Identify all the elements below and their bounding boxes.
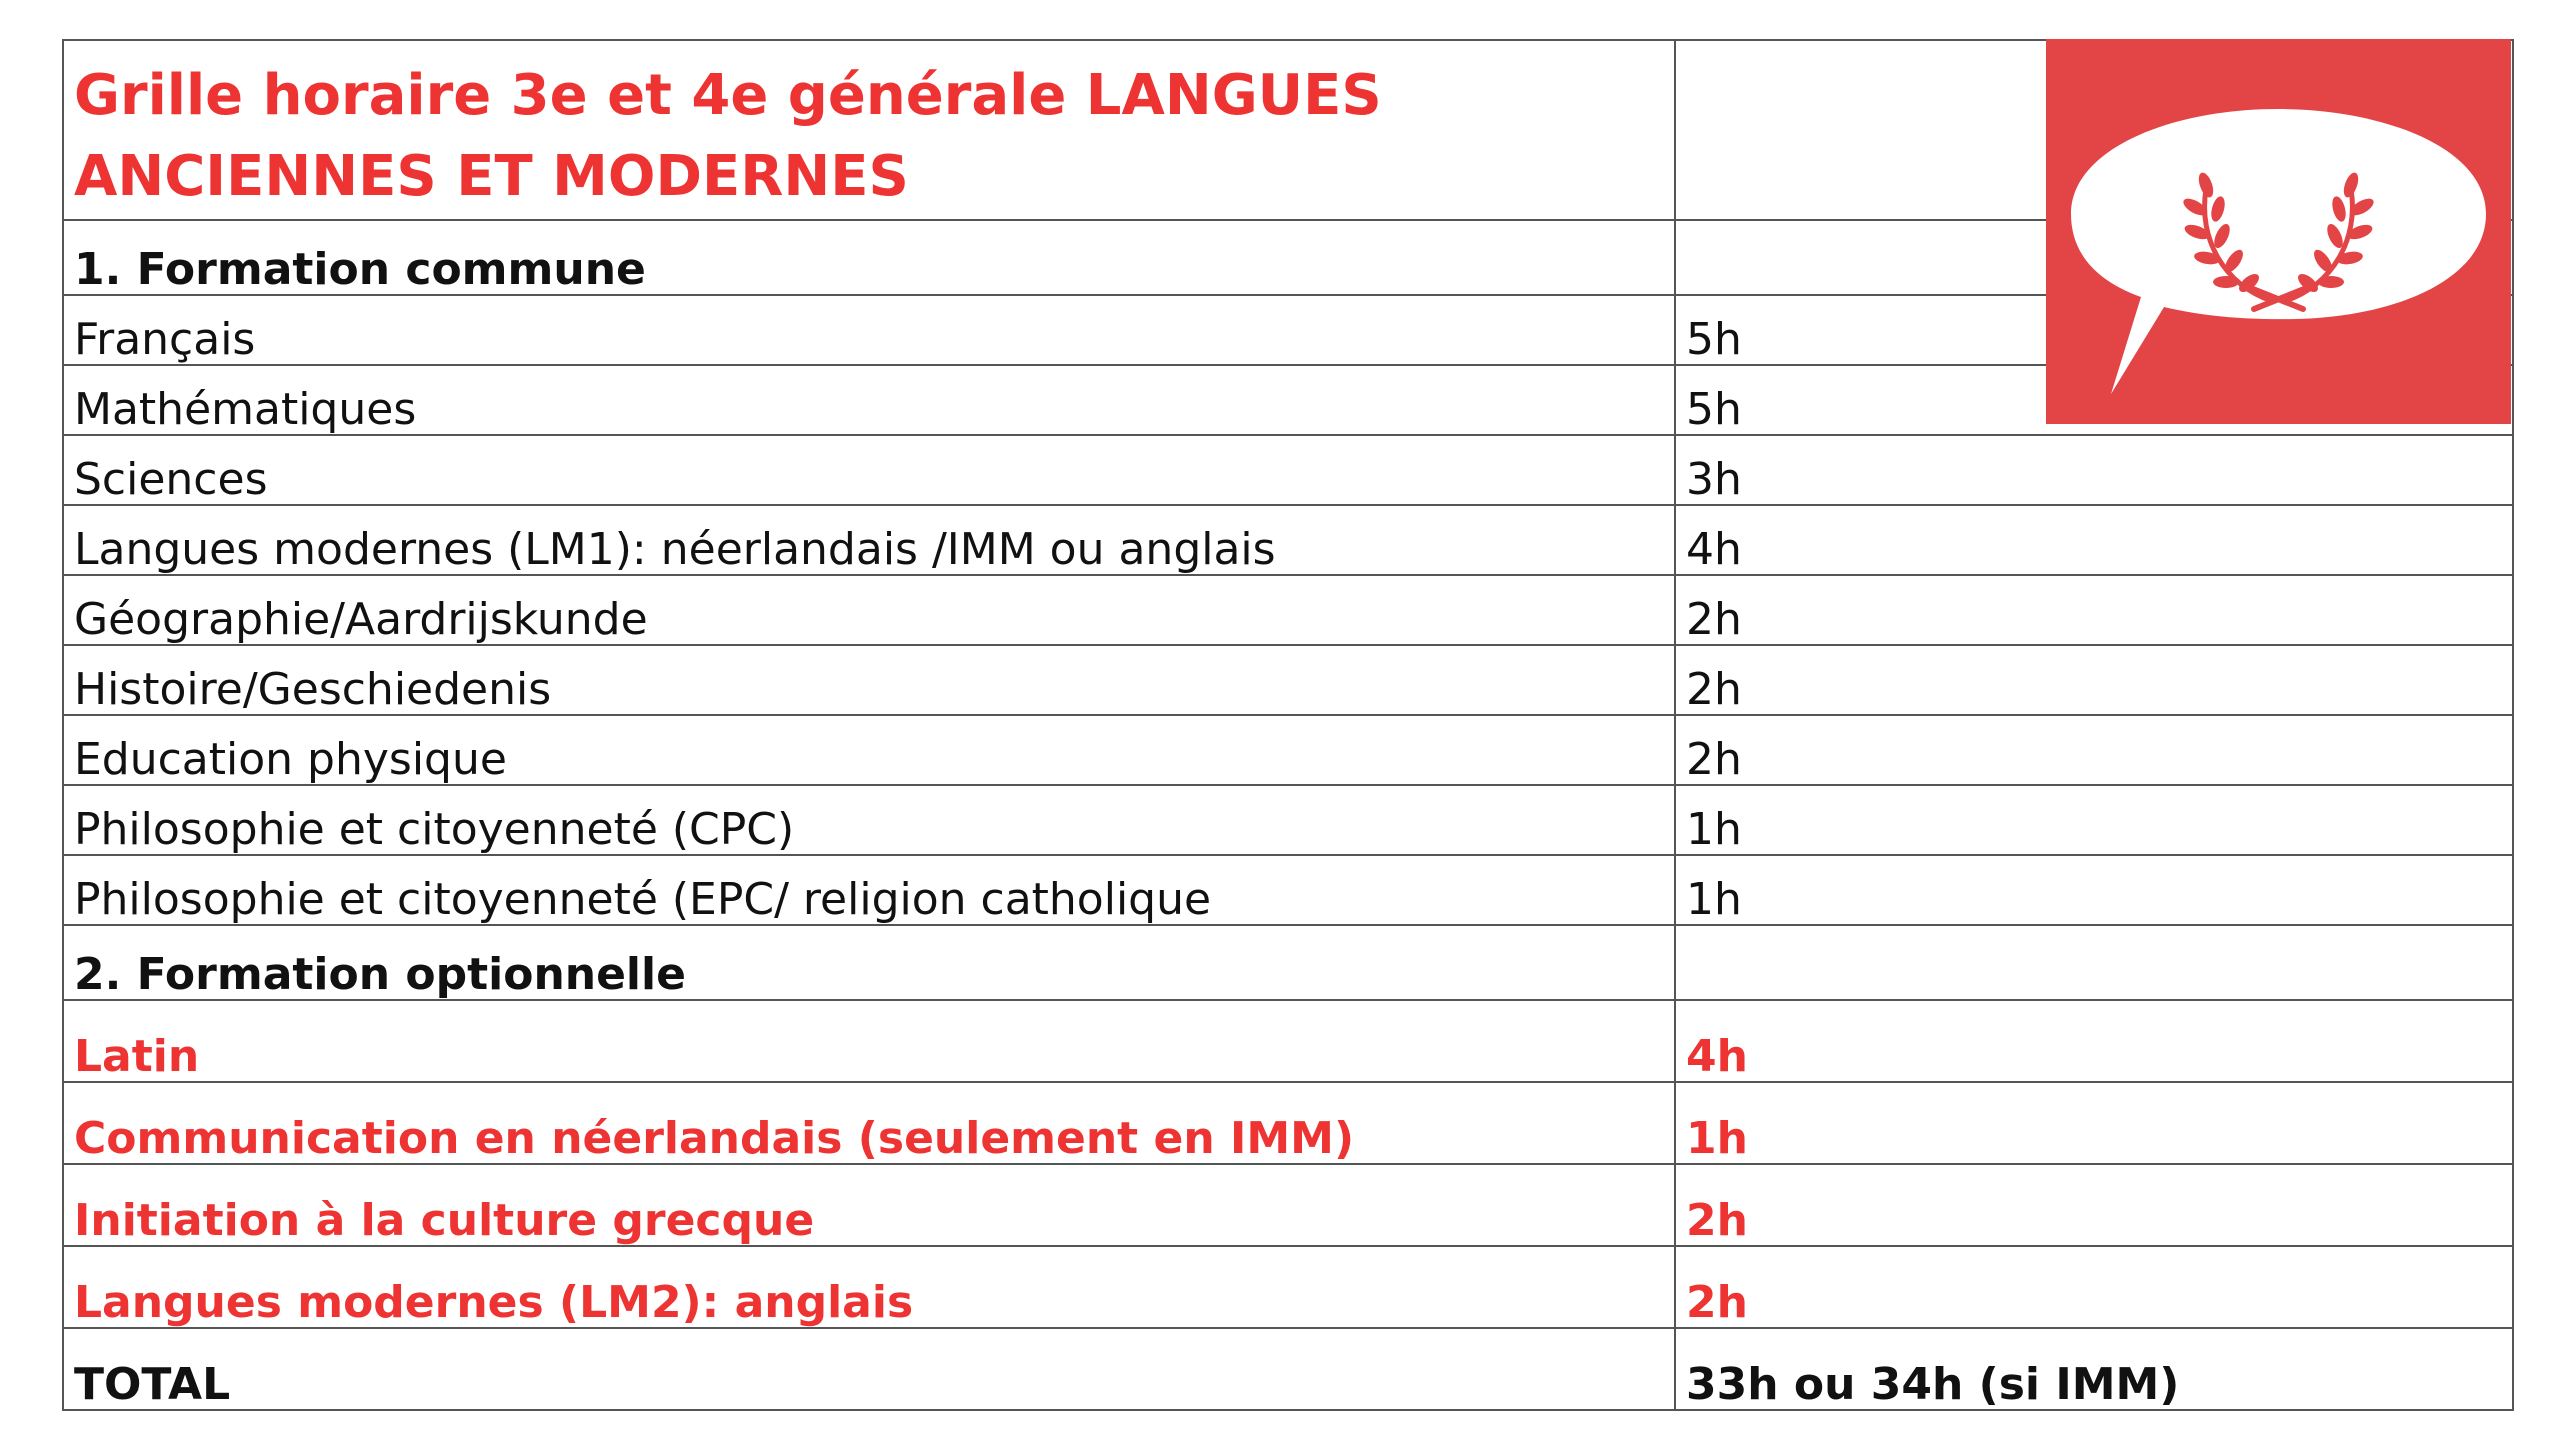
table-row — [63, 1000, 2513, 1082]
total-label: TOTAL — [63, 1328, 1675, 1410]
total-hours: 33h ou 34h (si IMM) — [1675, 1328, 2513, 1410]
subject-cell: Initiation à la culture grecque — [63, 1164, 1675, 1246]
hours-cell: 4h — [1675, 505, 2513, 575]
subject-cell: Philosophie et citoyenneté (CPC) — [63, 785, 1675, 855]
subject-cell: Langues modernes (LM2): anglais — [63, 1246, 1675, 1328]
table-row — [63, 785, 2513, 855]
subject-cell: Sciences — [63, 435, 1675, 505]
table-row — [63, 855, 2513, 925]
section-heading: 1. Formation commune — [63, 220, 1675, 295]
subject-cell: Langues modernes (LM1): néerlandais /IMM ou anglais — [63, 505, 1675, 575]
subject-cell: Communication en néerlandais (seulement en IMM) — [63, 1082, 1675, 1164]
hours-cell: 2h — [1675, 1246, 2513, 1328]
table-row — [63, 505, 2513, 575]
subject-cell: Géographie/Aardrijskunde — [63, 575, 1675, 645]
section-heading: 2. Formation optionnelle — [63, 925, 1675, 1000]
table-title: Grille horaire 3e et 4e générale LANGUES ANCIENNES ET MODERNES — [63, 40, 1675, 220]
subject-cell: Latin — [63, 1000, 1675, 1082]
hours-cell: 1h — [1675, 785, 2513, 855]
subject-cell: Education physique — [63, 715, 1675, 785]
table-row — [63, 575, 2513, 645]
hours-cell: 5h — [1675, 365, 2513, 435]
section-heading-hours — [1675, 925, 2513, 1000]
subject-cell: Histoire/Geschiedenis — [63, 645, 1675, 715]
subject-cell: Français — [63, 295, 1675, 365]
subject-cell: Mathématiques — [63, 365, 1675, 435]
hours-cell: 2h — [1675, 1164, 2513, 1246]
table-row — [63, 1246, 2513, 1328]
hours-cell: 3h — [1675, 435, 2513, 505]
table-row — [63, 1164, 2513, 1246]
laurel-speech-bubble-icon — [2046, 39, 2511, 424]
table-row — [63, 435, 2513, 505]
hours-cell: 2h — [1675, 575, 2513, 645]
hours-cell: 1h — [1675, 1082, 2513, 1164]
hours-cell: 4h — [1675, 1000, 2513, 1082]
table-row — [63, 1082, 2513, 1164]
total-row — [63, 1328, 2513, 1410]
subject-cell: Philosophie et citoyenneté (EPC/ religion catholique — [63, 855, 1675, 925]
hours-cell: 2h — [1675, 645, 2513, 715]
hours-cell: 5h — [1675, 295, 2513, 365]
table-row — [63, 645, 2513, 715]
hours-cell: 1h — [1675, 855, 2513, 925]
section-heading-row — [63, 925, 2513, 1000]
hours-cell: 2h — [1675, 715, 2513, 785]
table-row — [63, 715, 2513, 785]
logo — [2046, 39, 2511, 424]
